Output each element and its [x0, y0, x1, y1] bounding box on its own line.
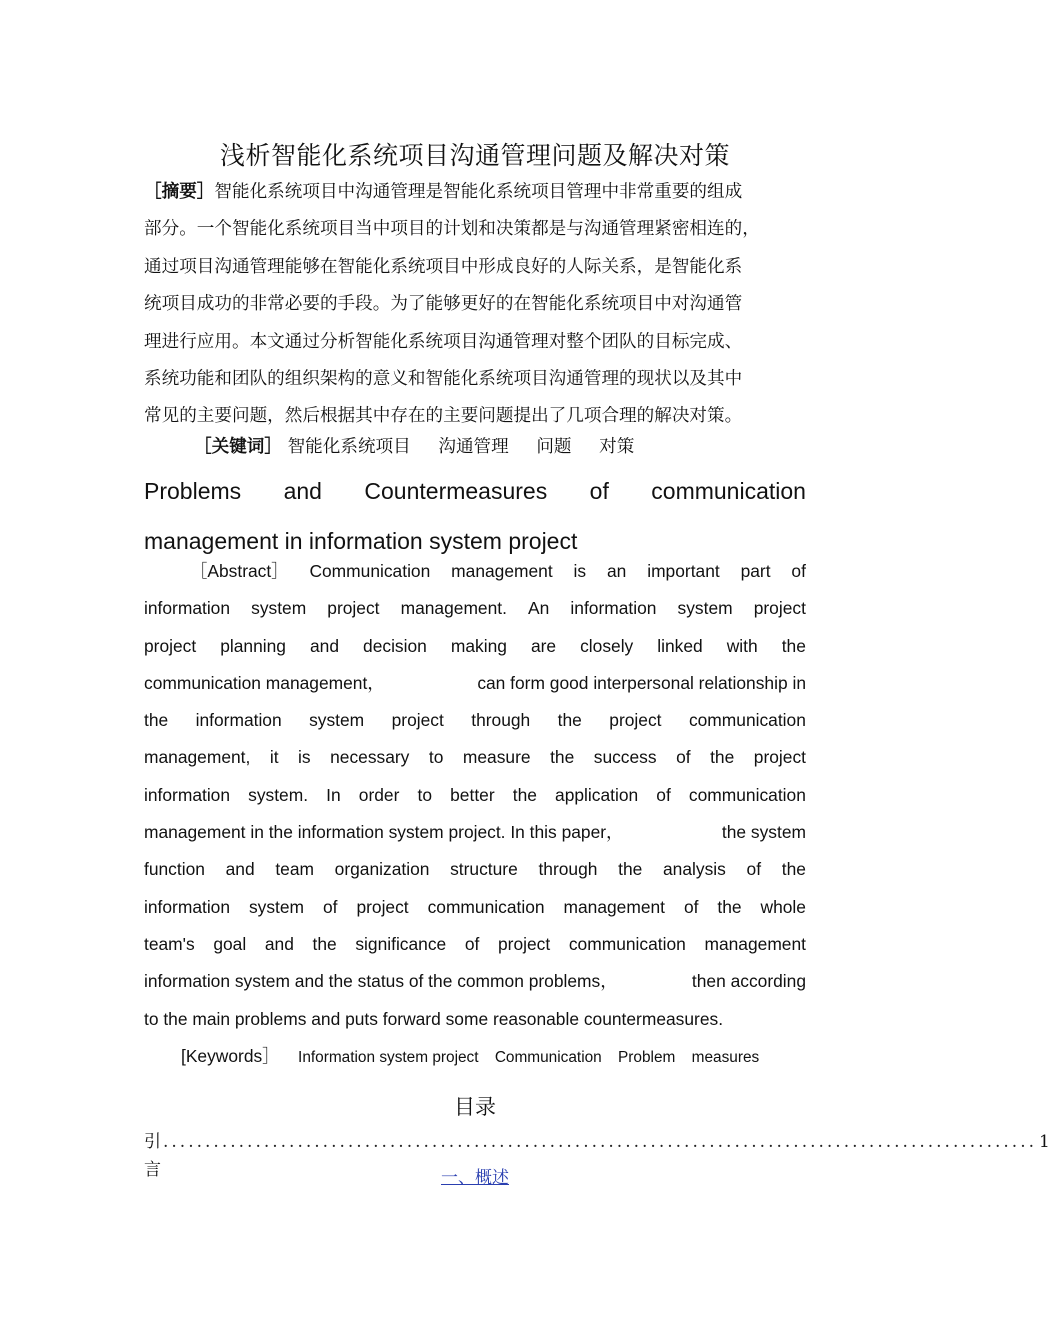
english-abstract-word: the	[144, 710, 169, 731]
chinese-abstract-line	[144, 249, 806, 286]
english-abstract-word: management	[451, 561, 553, 581]
toc-title: 目录	[454, 1095, 496, 1119]
english-keywords	[181, 1041, 771, 1073]
english-abstract-word: function	[144, 859, 205, 880]
english-abstract-word: project	[356, 896, 409, 917]
english-abstract-word: of	[322, 896, 338, 917]
english-abstract-word: measure	[462, 747, 531, 768]
english-abstract-word: it	[269, 747, 279, 768]
english-abstract-line	[144, 665, 806, 702]
english-abstract-word: success	[593, 747, 657, 768]
english-abstract-word: closely	[580, 635, 634, 656]
english-abstract-word: decision	[363, 635, 427, 656]
chinese-abstract-line	[144, 211, 806, 248]
english-abstract-word: better	[450, 784, 495, 805]
english-abstract-word: An	[528, 598, 550, 619]
chinese-abstract-line	[144, 173, 806, 211]
english-abstract-line	[144, 777, 806, 814]
english-abstract-word: linked	[657, 635, 703, 656]
english-abstract-word: management,	[144, 747, 251, 768]
english-abstract-word: order	[358, 784, 400, 805]
english-title	[144, 466, 806, 566]
english-abstract-word: the	[557, 710, 582, 731]
english-abstract-line	[144, 926, 806, 963]
toc-link-overview[interactable]: 一、概述	[441, 1168, 509, 1188]
english-abstract-word: the	[312, 933, 337, 954]
english-abstract-line	[144, 851, 806, 888]
english-abstract-word: of	[464, 933, 480, 954]
english-abstract-word: project	[609, 710, 662, 731]
english-abstract-word: through	[471, 710, 531, 731]
english-abstract-label: ［Abstract］	[190, 561, 289, 581]
chinese-keywords-label: ［关键词］	[194, 436, 282, 457]
toc-link[interactable]	[0, 1164, 950, 1192]
english-abstract-word: management in the information system project. In this paper，	[144, 822, 624, 843]
english-abstract-word: information	[144, 784, 231, 805]
toc-entry-label: 引言	[144, 1132, 161, 1180]
english-abstract-word: information	[144, 896, 231, 917]
english-abstract-word: information	[195, 710, 282, 731]
english-abstract-line	[144, 814, 806, 851]
english-abstract-word: management	[704, 933, 806, 954]
english-abstract-word: of	[656, 784, 671, 805]
english-abstract-word: project	[391, 710, 444, 731]
english-abstract-word: necessary	[330, 747, 410, 768]
english-keyword: Information system project	[298, 1049, 479, 1066]
english-keyword: Communication	[494, 1049, 602, 1066]
english-title-line-2: management in information system project	[144, 528, 578, 554]
english-abstract-word: team	[275, 859, 314, 880]
chinese-abstract-text: 通过项目沟通管理能够在智能化系统项目中形成良好的人际关系，是智能化系	[144, 256, 743, 277]
english-abstract-word: organization	[334, 859, 430, 880]
english-abstract-word: communication	[427, 896, 545, 917]
english-abstract-word: the	[512, 784, 537, 805]
english-abstract-word: the	[717, 896, 742, 917]
english-keyword: measures	[691, 1049, 760, 1066]
english-abstract-word: making	[450, 635, 507, 656]
english-abstract-word: structure	[450, 859, 518, 880]
english-abstract-word: part	[740, 561, 771, 581]
english-abstract-line	[144, 702, 806, 739]
english-abstract-word: to	[417, 784, 433, 805]
english-title-word: communication	[651, 478, 806, 504]
english-abstract-line	[144, 963, 806, 1000]
chinese-abstract-text: 智能化系统项目中沟通管理是智能化系统项目管理中非常重要的组成	[214, 182, 743, 202]
english-abstract-word: communication	[688, 784, 806, 805]
english-title-word: of	[589, 478, 609, 504]
english-abstract-word: and	[264, 933, 294, 954]
english-abstract-word: project	[498, 933, 551, 954]
english-abstract-line	[144, 553, 806, 590]
english-abstract-word: the	[781, 635, 806, 656]
english-abstract-word: information system and the status of the common problems，	[144, 971, 618, 992]
english-abstract-line	[144, 590, 806, 627]
english-abstract-word: application	[555, 784, 639, 805]
english-abstract-word: of	[676, 747, 691, 768]
english-abstract-word: information	[144, 598, 231, 619]
english-abstract-word: the system	[721, 822, 806, 843]
english-abstract-word: project	[327, 598, 380, 619]
english-abstract-word: project	[144, 635, 197, 656]
english-abstract-word: communication	[568, 933, 686, 954]
english-abstract-word: important	[647, 561, 720, 581]
english-abstract-word: an	[606, 561, 627, 581]
document-title: 浅析智能化系统项目沟通管理问题及解决对策	[219, 141, 730, 170]
english-abstract-word: of	[683, 896, 699, 917]
english-abstract-word: and	[225, 859, 255, 880]
english-abstract-word: with	[726, 635, 758, 656]
english-abstract-word: the	[781, 859, 806, 880]
chinese-abstract-text: 部分。一个智能化系统项目当中项目的计划和决策都是与沟通管理紧密相连的，	[144, 219, 760, 240]
english-abstract-word: system	[309, 710, 365, 731]
english-abstract-word: goal	[213, 933, 247, 954]
chinese-abstract-line	[144, 361, 806, 398]
chinese-abstract-line	[144, 286, 806, 323]
chinese-abstract-text: 常见的主要问题，然后根据其中存在的主要问题提出了几项合理的解决对策。	[144, 406, 743, 427]
english-title-word: and	[283, 478, 322, 504]
english-abstract-word: the	[550, 747, 575, 768]
chinese-keywords	[194, 432, 656, 462]
english-abstract-word: In	[326, 784, 341, 805]
english-abstract-word: system	[677, 598, 733, 619]
chinese-keyword: 沟通管理	[438, 437, 509, 457]
english-title-line-1	[144, 466, 806, 516]
english-abstract-word: management.	[400, 598, 507, 619]
chinese-abstract	[144, 173, 806, 436]
english-abstract-word: project	[753, 598, 806, 619]
english-abstract-word: significance	[355, 933, 447, 954]
english-abstract-word: is	[573, 561, 587, 581]
chinese-keyword: 智能化系统项目	[287, 437, 411, 457]
chinese-abstract-label: ［摘要］	[144, 181, 215, 202]
english-abstract-word: communication management，	[144, 672, 385, 693]
english-abstract-word: communication	[688, 710, 806, 731]
english-abstract	[144, 553, 806, 1038]
toc-entry-page: 1	[1039, 1132, 1050, 1152]
chinese-abstract-line	[144, 398, 806, 435]
chinese-keyword: 问题	[536, 437, 572, 457]
english-abstract-word: are	[530, 635, 557, 656]
english-keyword: Problem	[618, 1049, 676, 1066]
english-abstract-word: is	[298, 747, 311, 768]
english-abstract-line: to the main problems and puts forward some reasonable countermeasures.	[144, 1008, 724, 1029]
toc-dot-leader: ........................................................................................................	[163, 1132, 1037, 1152]
chinese-abstract-line	[144, 324, 806, 361]
english-abstract-word: information	[570, 598, 657, 619]
english-abstract-line	[144, 889, 806, 926]
english-abstract-line	[144, 739, 806, 776]
english-abstract-word: and	[310, 635, 340, 656]
english-title-word: Problems	[144, 478, 242, 504]
english-abstract-line	[144, 628, 806, 665]
english-title-word: Countermeasures	[364, 478, 548, 504]
english-abstract-word: can form good interpersonal relationship in	[477, 672, 806, 693]
english-abstract-word: through	[538, 859, 598, 880]
chinese-abstract-text: 理进行应用。本文通过分析智能化系统项目沟通管理对整个团队的目标完成、	[144, 331, 743, 352]
english-abstract-word: planning	[220, 635, 286, 656]
english-abstract-word: the	[710, 747, 735, 768]
english-abstract-word: then according	[691, 971, 806, 992]
english-keywords-label: [Keywords］	[181, 1046, 280, 1066]
english-abstract-word: to	[428, 747, 444, 768]
english-abstract-word: project	[753, 747, 806, 768]
chinese-keyword: 对策	[599, 437, 635, 457]
english-abstract-word: system	[251, 598, 307, 619]
chinese-abstract-text: 系统功能和团队的组织架构的意义和智能化系统项目沟通管理的现状以及其中	[144, 369, 743, 390]
english-abstract-word: system.	[248, 784, 309, 805]
english-abstract-word: the	[618, 859, 643, 880]
chinese-abstract-text: 统项目成功的非常必要的手段。为了能够更好的在智能化系统项目中对沟通管	[144, 294, 743, 315]
english-abstract-word: system	[248, 896, 305, 917]
english-abstract-word: Communication	[309, 561, 431, 581]
english-abstract-word: analysis	[663, 859, 726, 880]
english-abstract-word: management	[563, 896, 665, 917]
english-abstract-word: of	[791, 561, 806, 581]
english-abstract-word: of	[746, 859, 762, 880]
english-abstract-word: whole	[760, 896, 806, 917]
english-abstract-word: team's	[144, 933, 195, 954]
